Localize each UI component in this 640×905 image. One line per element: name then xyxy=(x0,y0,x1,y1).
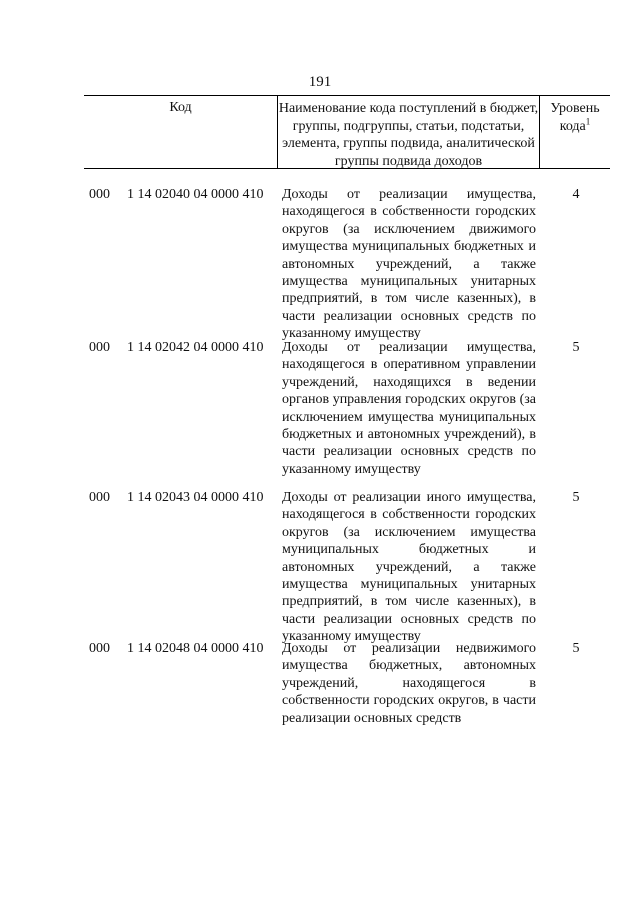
footnote-marker: 1 xyxy=(585,115,591,126)
page-number: 191 xyxy=(308,74,332,90)
code-level: 4 xyxy=(572,187,580,202)
code-level: 5 xyxy=(572,641,580,656)
revenue-name: Доходы от реализации иного имущества, находящегося в собственности городских округов (за исключением имущества муниципальных бюджетных и автономных учреждений, а также имущества муниципальных унитарных предприятий, в том числе казенных), в части реализации основных средств по указанному имуществу xyxy=(282,490,536,645)
code-level: 5 xyxy=(572,340,580,355)
revenue-name: Доходы от реализации имущества, находящегося в собственности городских округов (за исключением движимого имущества муниципальных бюджетных и автономных учреждений, а также имущества муниципальных унитарных предприятий, в том числе казенных), в части реализации основных средств по указанному имуществу xyxy=(282,187,536,342)
admin-code: 000 xyxy=(89,490,110,505)
admin-code: 000 xyxy=(89,187,110,202)
code-level: 5 xyxy=(572,490,580,505)
revenue-name: Доходы от реализации имущества, находящегося в оперативном управлении учреждений, находящихся в ведении органов управления городских округов (за исключением имущества муниципальных бюджетных и автономных учреждений), в части реализации основных средств по указанному имуществу xyxy=(282,340,536,477)
revenue-code: 1 14 02042 04 0000 410 xyxy=(127,340,264,355)
revenue-name: Доходы от реализации недвижимого имущества бюджетных, автономных учреждений, находящегося в собственности городских округов, в части реализации основных средств xyxy=(282,641,536,726)
revenue-code: 1 14 02043 04 0000 410 xyxy=(127,490,264,505)
admin-code: 000 xyxy=(89,641,110,656)
admin-code: 000 xyxy=(89,340,110,355)
header-level xyxy=(540,96,610,168)
header-code: Код xyxy=(169,100,192,115)
table-header xyxy=(84,95,610,169)
revenue-code: 1 14 02048 04 0000 410 xyxy=(127,641,264,656)
revenue-code: 1 14 02040 04 0000 410 xyxy=(127,187,264,202)
header-name: Наименование кода поступлений в бюджет, группы, подгруппы, статьи, подстатьи, элемента, группы подвида, аналитической группы подвида доходов xyxy=(277,96,540,168)
header-level-label: Уровень кода xyxy=(550,101,600,134)
